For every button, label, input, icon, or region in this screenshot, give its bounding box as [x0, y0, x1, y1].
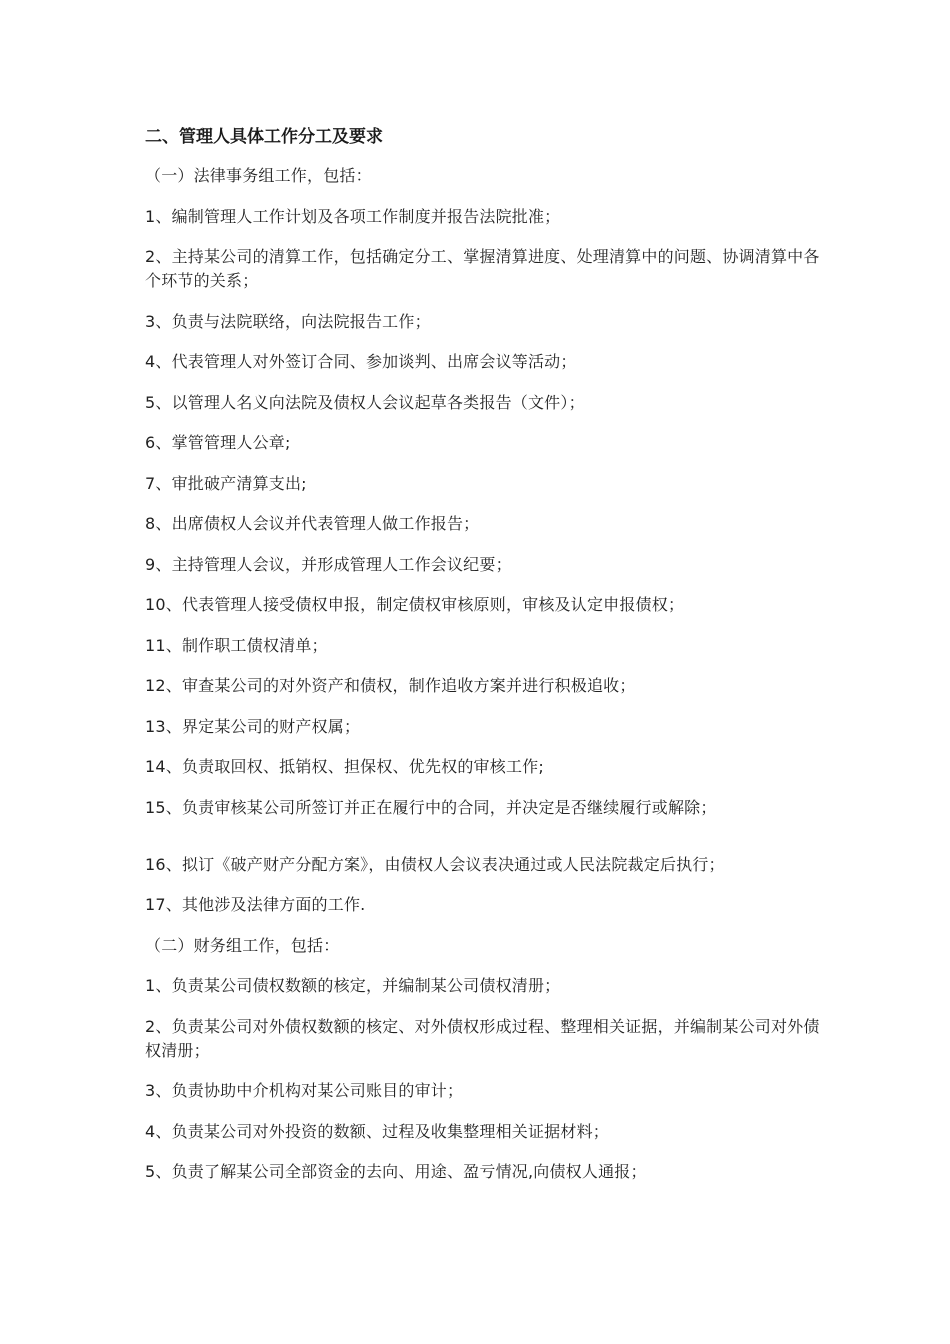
paragraph-finance-4: 4、负责某公司对外投资的数额、过程及收集整理相关证据材料；	[145, 1121, 609, 1141]
document-page	[145, 124, 825, 1201]
paragraph-legal-5: 5、以管理人名义向法院及债权人会议起草各类报告（文件）；	[145, 392, 585, 412]
paragraph-legal-2: 2、主持某公司的清算工作，包括确定分工、掌握清算进度、处理清算中的问题、协调清算中各个环节的关系；	[145, 247, 820, 290]
paragraph-legal-7: 7、审批破产清算支出;	[145, 473, 307, 493]
paragraph-legal-4: 4、代表管理人对外签订合同、参加谈判、出席会议等活动；	[145, 352, 577, 371]
paragraph-finance-2: 2、负责某公司对外债权数额的核定、对外债权形成过程、整理相关证据，并编制某公司对外债权清册；	[145, 1016, 820, 1060]
paragraph-legal-16: 16、拟订《破产财产分配方案》，由债权人会议表决通过或人民法院裁定后执行；	[145, 854, 725, 874]
paragraph-legal-10: 10、代表管理人接受债权申报，制定债权审核原则，审核及认定申报债权；	[145, 595, 685, 614]
paragraph-legal-11: 11、制作职工债权清单；	[145, 635, 328, 655]
section-heading: 二、管理人具体工作分工及要求	[145, 127, 383, 147]
paragraph-finance-group-title: （二）财务组工作，包括：	[145, 935, 340, 955]
paragraph-legal-14: 14、负责取回权、抵销权、担保权、优先权的审核工作;	[145, 757, 544, 776]
paragraph-legal-group-title: （一）法律事务组工作，包括：	[145, 166, 372, 185]
paragraph-legal-12: 12、审查某公司的对外资产和债权，制作追收方案并进行积极追收；	[145, 676, 636, 695]
paragraph-legal-3: 3、负责与法院联络，向法院报告工作；	[145, 311, 431, 331]
paragraph-legal-17: 17、其他涉及法律方面的工作.	[145, 895, 366, 914]
paragraph-legal-9: 9、主持管理人会议，并形成管理人工作会议纪要；	[145, 554, 512, 574]
paragraph-legal-6: 6、掌管管理人公章;	[145, 433, 291, 452]
paragraph-finance-1: 1、负责某公司债权数额的核定，并编制某公司债权清册；	[145, 976, 561, 995]
paragraph-finance-3: 3、负责协助中介机构对某公司账目的审计；	[145, 1081, 464, 1100]
paragraph-legal-8: 8、出席债权人会议并代表管理人做工作报告；	[145, 514, 480, 533]
paragraph-legal-15: 15、负责审核某公司所签订并正在履行中的合同，并决定是否继续履行或解除；	[145, 797, 717, 817]
paragraph-legal-1: 1、编制管理人工作计划及各项工作制度并报告法院批准；	[145, 206, 561, 226]
paragraph-finance-5: 5、负责了解某公司全部资金的去向、用途、盈亏情况,向债权人通报；	[145, 1162, 647, 1181]
paragraph-legal-13: 13、界定某公司的财产权属；	[145, 716, 361, 736]
